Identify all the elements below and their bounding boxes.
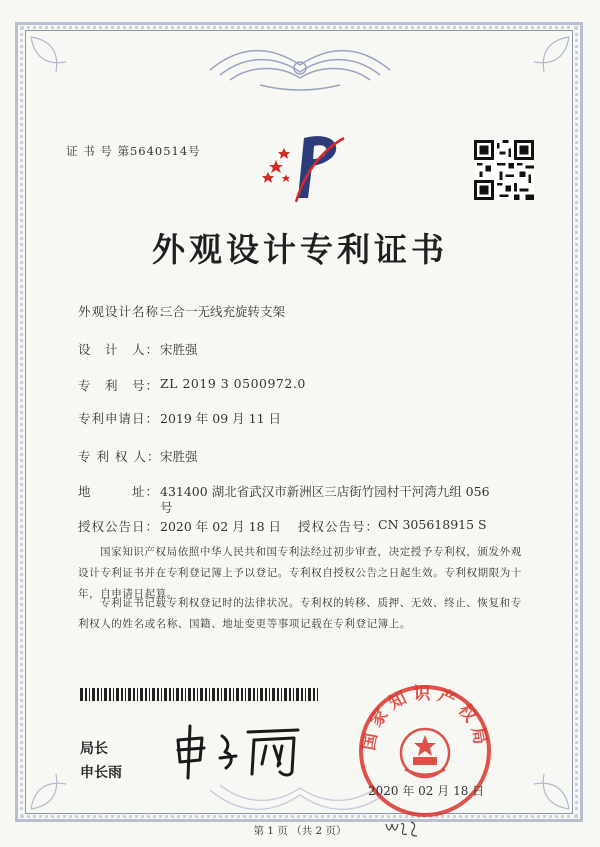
barcode-bar [188,688,191,701]
patentee-value: 宋胜强 [160,449,198,464]
barcode-bar [308,688,311,701]
barcode-bar [209,688,210,701]
director-signature [170,718,310,782]
legal-status-line2: 利权人的姓名或名称、国籍、地址变更等事项记载在专利登记簿上。 [78,618,411,630]
barcode-bar [101,688,102,701]
corner-ornament-bottom-right [504,744,574,814]
barcode-bar [293,688,294,701]
designer-value: 宋胜强 [160,342,198,357]
barcode-bar [245,688,246,701]
barcode-bar [221,688,222,701]
barcode-bar [193,688,195,701]
application-date-value: 2019 年 09 月 11 日 [160,411,281,426]
page-indicator: 第 1 页 （共 2 页） [253,825,347,837]
barcode-bar [173,688,174,701]
barcode-bar [149,688,150,701]
grant-statement-line3: 年，自申请日起算。 [78,588,178,600]
barcode-bar [272,688,275,701]
barcode-bar [265,688,267,701]
certificate-title: 外观设计专利证书 [152,230,448,269]
barcode-bar [224,688,227,701]
corner-ornament-top-right [504,32,574,102]
barcode-bar [269,688,270,701]
barcode-bar [296,688,299,701]
grant-date-label: 授权公告日： [78,519,160,534]
grant-statement-line1: 国家知识产权局依照中华人民共和国专利法经过初步审查，决定授予专利权，颁发外观 [100,546,522,558]
barcode-bar [140,688,143,701]
top-ornament [200,40,400,100]
barcode-bar [281,688,282,701]
barcode-bar [197,688,198,701]
seal-text: 国家知识产权局 [358,684,492,752]
certificate-number: 证 书 号 第5640514号 [66,144,201,158]
address-value-line1: 431400 湖北省武汉市新洲区三店街竹园村干河湾九组 056 [160,484,490,499]
barcode-bar [104,688,107,701]
patent-number-label: 专 利 号： [78,378,160,393]
barcode-bar [137,688,138,701]
grant-date-value: 2020 年 02 月 18 日 [160,519,281,534]
barcode-bar [217,688,219,701]
barcode-bar [113,688,114,701]
barcode-bar [181,688,183,701]
address-label: 地 址： [78,484,160,499]
barcode-bar [169,688,171,701]
barcode-bar [253,688,255,701]
director-title: 局长 [80,741,108,757]
barcode-bar [248,688,251,701]
corner-ornament-top-left [26,32,96,102]
barcode-bar [176,688,179,701]
barcode-bar [305,688,306,701]
barcode-bar [89,688,90,701]
barcode-bar [200,688,203,701]
qr-code [474,140,534,200]
barcode-bar [164,688,167,701]
barcode-bar [125,688,126,701]
barcode-bar [241,688,243,701]
barcode-bar [260,688,263,701]
barcode-bar [116,688,119,701]
barcode-bar [85,688,87,701]
barcode-bar [92,688,95,701]
seal-date: 2020 年 02 月 18 日 [368,784,485,798]
barcode-bar [109,688,111,701]
barcode-bar [128,688,131,701]
barcode-bar [161,688,162,701]
grant-number-value: CN 305618915 S [378,517,487,532]
cnipa-logo [256,128,352,210]
design-name-label: 外观设计名称： [78,304,173,319]
legal-status-statement [78,593,528,635]
barcode-bar [301,688,303,701]
barcode-bar [205,688,207,701]
barcode-bar [229,688,231,701]
barcode-bar [277,688,279,701]
barcode-bar [233,688,234,701]
official-seal [355,681,495,821]
barcode-bar [80,688,83,701]
barcode-bar [152,688,155,701]
barcode-bar [257,688,258,701]
barcode-bar [97,688,99,701]
barcode [80,688,320,701]
application-date-label: 专利申请日： [78,411,160,426]
patent-number-value: ZL 2019 3 0500972.0 [160,376,306,391]
barcode-bar [145,688,147,701]
barcode-bar [284,688,287,701]
barcode-bar [157,688,159,701]
barcode-bar [212,688,215,701]
barcode-bar [289,688,291,701]
grant-number-label: 授权公告号： [298,519,380,534]
grant-statement-line2: 设计专利证书并在专利登记簿上予以登记。专利权自授权公告之日起生效。专利权期限为十 [78,567,522,579]
design-name-value: 三合一无线充旋转支架 [160,304,286,319]
address-value-line2: 号 [160,500,173,515]
patentee-label: 专 利 权 人： [78,449,161,464]
designer-label: 设 计 人： [78,342,160,357]
director-name: 申长雨 [80,765,122,781]
barcode-bar [313,688,315,701]
barcode-bar [121,688,123,701]
barcode-bar [185,688,186,701]
barcode-bar [133,688,135,701]
legal-status-line1: 专利证书记载专利权登记时的法律状况。专利权的转移、质押、无效、终止、恢复和专 [100,597,522,609]
barcode-bar [236,688,239,701]
barcode-bar [317,688,318,701]
